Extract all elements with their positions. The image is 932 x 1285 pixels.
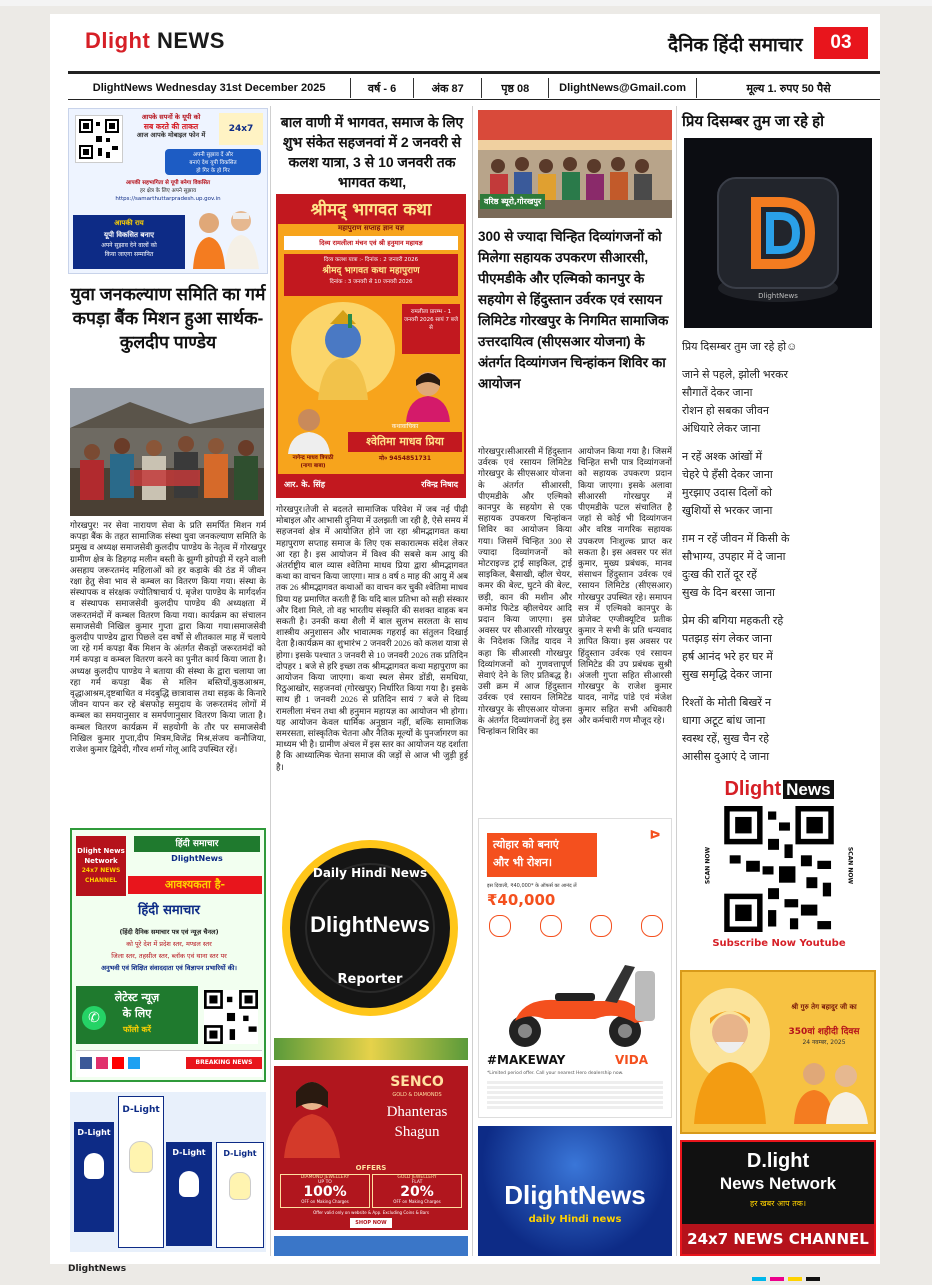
offer-sub: OFF on Making Charges (301, 1199, 349, 1204)
poster-date-panel (284, 254, 458, 296)
vida-line: त्योहार को बनाएं (493, 838, 559, 851)
vida-brand: VIDA (615, 1053, 648, 1067)
poster-line: (नागा बाबा) (300, 463, 326, 469)
info-date: DlightNews Wednesday 31st December 2025 (68, 78, 351, 98)
poster-phone: मो० 9454851731 (378, 455, 432, 462)
ad-right-bubble (165, 149, 261, 175)
senco-fine: Offer valid only on website & App. Excluding Coins & Bars (313, 1210, 429, 1215)
qr-code-icon (724, 806, 834, 932)
ad-line: के लिए (122, 1007, 152, 1020)
ad-line: को पूरे देश में प्रदेश स्तर, मण्डल स्तर (126, 940, 212, 948)
vida-offer-sub: इस दिवाली, ₹40,000* के ऑफर्स का आनंद लें (487, 883, 577, 889)
senco-title: Dhanteras (386, 1104, 448, 1120)
guru-title: श्री गुरु तेग बहादुर जी का (791, 1003, 857, 1011)
qr-code-icon (204, 990, 258, 1044)
vida-dealers-list (487, 1081, 663, 1111)
ad-line: अनुभवी एवं शिक्षित संवाददाता एवं विज्ञापन प्रभारियों की। (101, 964, 237, 972)
ad-line: हिंदी समाचार (138, 903, 200, 918)
headline-mid2: 300 से ज्यादा चिन्हित दिव्यांगजनों को मिलेगा सहायक उपकरण सीआरसी, पीएमडीके और एल्मिको कानपुर के सहयोग से हिंदुस्तान उर्वरक एवं रसायन लिमिटेड गोरखपुर के निगमित सामाजिक उत्तरदायित्व (सीएसआर योजना) के अंतर्गत दिव्यांगजन चिन्हांकन शिविर का आयोजन (478, 229, 669, 391)
bulb-icon (229, 1172, 251, 1200)
ad-url[interactable]: https://samarthuttarpradesh.up.gov.in (115, 196, 221, 202)
poster-line: कथावाचिका (391, 423, 419, 430)
column-separator (270, 106, 271, 1256)
bulb-brand: D-Light (77, 1128, 111, 1137)
poem-gap (682, 684, 878, 694)
ad-line: यूपी विकसित बनाए (104, 231, 154, 239)
poster-subtitle: महापुराण सप्ताह ज्ञान यज्ञ (338, 224, 404, 232)
scooter-illustration (485, 951, 667, 1051)
ad-badge: 24x7 (228, 124, 254, 134)
feature-icon (641, 915, 663, 937)
bulb-box (74, 1122, 114, 1232)
poster-line: दिनांक : 3 जनवरी से 10 जनवरी 2026 (329, 279, 413, 285)
subscribe-youtube-link[interactable]: Subscribe Now Youtube (712, 938, 846, 949)
breaking-news-tag: BREAKING NEWS (186, 1057, 262, 1069)
logo-label: DlightNews (758, 292, 798, 300)
ad-hiring-dlight[interactable] (70, 828, 266, 1082)
leaders-photo (191, 205, 261, 269)
poem-line: धागा अटूट बांध जाना (682, 715, 766, 727)
vida-feature-icons (489, 915, 663, 937)
leaders-photo (790, 1054, 870, 1124)
poem-line: हर्ष आनंद भरे हर घर में (682, 651, 773, 663)
ad-samarth-up[interactable] (68, 108, 268, 274)
ad-line: आज आपके मोबाइल फोन में (136, 131, 206, 139)
offer-sub: OFF on Making Charges (393, 1199, 441, 1204)
column-separator (472, 106, 473, 1256)
poem-gap (682, 356, 878, 366)
guru-sub: 350वां शहीदी दिवस (788, 1027, 860, 1037)
ad-line: अपनी सुझाव दें और (192, 152, 234, 158)
ad-line: हो गिर के हो गिर (196, 168, 230, 174)
info-email[interactable]: DlightNews@Gmail.com (549, 78, 697, 98)
bulb-box (166, 1142, 212, 1246)
ad-dlight-blue[interactable] (478, 1126, 672, 1256)
masthead-title: दैनिक हिंदी समाचार (668, 35, 803, 56)
photo-caption: वरिष्ठ ब्यूरो,गोरखपुर (480, 194, 545, 209)
info-bottom-rule (68, 99, 880, 100)
poem-line: सौभाग्य, उपहार में दे जाना (682, 551, 786, 563)
poster-line: दिव्य कलश यात्रा :- दिनांक : 2 जनवरी 2026 (323, 257, 419, 263)
ad-line: आपके सपनों के यूपी को (141, 113, 201, 121)
bulb-brand: D-Light (223, 1149, 257, 1158)
vachika-photo (398, 366, 458, 422)
scan-now-side: SCAN NOW (846, 846, 854, 885)
info-ank: अंक 87 (414, 78, 483, 98)
krishna-illustration (288, 300, 398, 400)
poem-line: प्रेम की बगिया महकती रहे (682, 615, 784, 627)
vida-logo-icon: ᐅ (649, 828, 661, 842)
network-line2: News Network (719, 1174, 837, 1193)
bulb-icon (179, 1171, 199, 1197)
feature-icon (590, 915, 612, 937)
twitter-icon[interactable] (128, 1057, 140, 1069)
ad-line: आपकी सहभागिता से यूपी बनेगा विकसित (125, 180, 211, 186)
poster-footer (278, 474, 464, 496)
poster-line: नागेन्द्र माधव त्रिपाठी (292, 455, 334, 461)
photo-blanket-distribution (70, 388, 264, 516)
instagram-icon[interactable] (96, 1057, 108, 1069)
facebook-icon[interactable] (80, 1057, 92, 1069)
vida-hashtag: #MAKEWAY (487, 1053, 566, 1067)
ad-line: Dlight News Network (77, 847, 125, 865)
senco-sub: GOLD & DIAMONDS (392, 1092, 442, 1098)
poem-line: स्वस्थ रहें, सुख चैन रहे (682, 733, 769, 745)
headline-right: प्रिय दिसम्बर तुम जा रहे हो (682, 113, 825, 130)
feature-icon (489, 915, 511, 937)
bulb-icon (84, 1153, 104, 1179)
poem-line: चेहरे पे हँसी देकर जाना (682, 469, 773, 481)
ad-dlight-network[interactable] (680, 1140, 876, 1256)
info-bar (68, 78, 880, 98)
info-price: मूल्य 1. रुपए 50 पैसे (746, 82, 831, 95)
qr-code-icon (75, 115, 123, 163)
poster-line: आर. के. सिंह (284, 480, 325, 489)
offer-label: DIAMOND JEWELLERY (300, 1175, 350, 1180)
youtube-icon[interactable] (112, 1057, 124, 1069)
poster-strip: दिव्य रामलीला मंचन एवं श्री हनुमान महायज्ञ (284, 236, 458, 250)
feature-icon (540, 915, 562, 937)
bulb-box (216, 1142, 264, 1248)
ad-line: 24x7 NEWS CHANNEL (81, 867, 121, 884)
poster-line: रविन्द्र निषाद (421, 480, 458, 489)
poem-line: आसीस दुआएं दे जाना (682, 751, 770, 763)
poem-line: रिश्तों के मोती बिखरें न (682, 697, 772, 709)
ad-line: DlightNews (171, 854, 223, 863)
poem-line: रोशन हो सबका जीवन (682, 405, 770, 417)
dlight-blue-brand: DlightNews (504, 1180, 646, 1210)
ad-line: हिंदी समाचार (134, 836, 260, 852)
body-mid2-col2: आयोजन किया गया है। जिसमें चिन्हित सभी पात्र दिव्यांगजनों को सहायक उपकरण प्रदान किया जाएगा। इसके अलावा सीआरसी गोरखपुर में पीएमडीके पटल संचालित है जहां से कोई भी दिव्यांगजन और वरिष्ठ नागरिक सहायक उपकरण निःशुल्क प्राप्त कर सकता है। इस अवसर पर संत कुमार, मुख्य प्रबंधक, मानव संसाधन हिंदुस्तान उर्वरक एवं रसायन लिमिटेड (सीएसआर) गोरखपुर उपस्थित रहे। समापन सत्र में एल्मिको कानपुर के प्रोजेक्ट एग्जीक्यूटिव प्रतीक कुमार ने सभी के प्रति धन्यवाद ज्ञापित किया। इस अवसर पर हिंदुस्तान उर्वरक एवं रसायन लिमिटेड की उप प्रबंधक सुश्री अंजली गुप्ता सहित सीआरसी गोरखपुर के राजेश कुमार यादव, नागेंद्र पांडे एवं मंजेश कुमार सहित सभी अधिकारी और कर्मचारी गण मौजूद रहे। (578, 446, 672, 725)
dlight-3d-logo[interactable] (684, 138, 872, 328)
vida-line: और भी रोशन। (493, 856, 553, 869)
ad-line: जिला स्तर, तहसील स्तर, ब्लॉक एवं थाना स्तर पर (111, 952, 227, 960)
poem-line: पतझड़ संग लेकर जाना (682, 633, 772, 645)
ad-badge-box (219, 113, 263, 145)
ad-line: अपने सुझाव देने वालों को (101, 242, 157, 249)
network-line3: हर खबर आप तक। (750, 1199, 806, 1208)
ad-line: फॉलो करें (123, 1025, 151, 1034)
poem-line: जाने से पहले, झोली भरकर (682, 369, 789, 381)
offer-label: GOLD JEWELLERY (397, 1175, 437, 1180)
dlight-round-logo[interactable] (280, 838, 460, 1018)
poem-line: न रहें अश्क आंखों में (682, 451, 763, 463)
column-separator (676, 106, 677, 1256)
scan-now-side: SCAN NOW (704, 846, 712, 885)
senco-offer-right (372, 1174, 462, 1208)
logo-brand: DlightNews (310, 912, 430, 937)
offer-upto: UP TO (318, 1180, 332, 1185)
body-left: गोरखपुर! नर सेवा नारायण सेवा के प्रति समर्पित मिशन गर्म कपड़ा बैंक के तहत सामाजिक संस्था युवा जनकल्याण समिति के प्रमुख व अध्यक्ष समाजसेवी कुलदीप पाण्डेय के नेतृत्व में गोरखपुर ग्रामीण क्षेत्र के डिहगढ़ मलीन बस्ती के झुग्गी झोपड़ी में रहने वाली असहाय जरूरतमंद महिलाओं को हर कड़ाके की ठंड में जीवन रक्षा हेतु सेवा भाव से कम्बल का वितरण किया गया। संस्था के संस्थापक व संरक्षक ज्योतिषाचार्य पं. बृजेश पाण्डेय के मार्गदर्शन व संस्थापक समाजसेवी कुलदीप पाण्डेय की अध्यक्षता में जरूरतमंदों में कम्बल वितरण किया गया। कार्यक्रम का संचालन समाजसेवी निखिल कुमार गुप्ता द्वारा किया गया।समाजसेवी कुलदीप पाण्डेय द्वारा पिछले दस वर्षों से शीतकाल माह में चलाये जा रहे गर्म कपड़ा बैंक मिशन के अंतर्गत सैकड़ों जरूरतमंदों को गर्म कपड़ा व कम्बल वितरण करने का पुनीत कार्य किया जाता है। अध्यक्ष कुलदीप पाण्डेय ने बताया की संस्था के द्वारा चलाया जा रहा गर्म कपड़ा बैंक से मलिन बस्तियों,कुष्ठआश्रम, वृद्धाआश्रम,दृष्टबाधित व मंदबुद्धि छात्रावास तथा सड़क के किनारे जीवन यापन कर रहे बंसफोड़ समुदाय के जरूरतमंद लोगों में कम्बल का समयानुसार व समर्पणानुसार वितरण किया जाता है। कम्बल वितरण कार्यक्रम में सहयोगी के तौर पर समाजसेवी निखिल कुमार गुप्ता,दीप मित्रम,विजेंद्र मिश्र,संजय कनौजिया, राजेश कुमार द्विवेदी, गौरव शर्मा गोलू आदि उपस्थित रहें। (70, 520, 266, 755)
guru-date: 24 नवम्बर, 2025 (802, 1039, 846, 1046)
headline-left: युवा जनकल्याण समिति का गर्म कपड़ा बैंक मिशन हुआ सार्थक- कुलदीप पाण्डेय (70, 284, 266, 352)
top-strip (0, 0, 932, 6)
poem-line: प्रिय दिसम्बर तुम जा रहे हो☺ (682, 341, 798, 353)
vida-offer: ₹40,000 (487, 891, 556, 909)
qr-subscribe[interactable] (704, 776, 854, 952)
cmyk-marks (748, 1266, 820, 1285)
model-photo (280, 1074, 344, 1158)
senco-offers: OFFERS (355, 1164, 387, 1172)
poem-line: दुःख की रातें दूर रहें (682, 569, 757, 581)
small-banner-strip (274, 1236, 468, 1256)
vida-headline-box (487, 833, 597, 877)
poem (682, 338, 878, 766)
poem-gap (682, 602, 878, 612)
bulb-brand: D-Light (172, 1148, 206, 1157)
ad-line: लेटेस्ट न्यूज़ (114, 991, 160, 1004)
ad-guru-tegh-bahadur[interactable] (680, 970, 876, 1134)
logo-red-part: Dlight (85, 28, 151, 53)
logo-top-text: Daily Hindi News (312, 866, 428, 880)
bulb-box (118, 1096, 164, 1248)
ad-line: बनाएं देश यूपी विकसित (189, 160, 237, 166)
poster-ramlila: रामलीला प्रारम्भ - 1 जनवरी 2026 सायं 7 बजे से (402, 304, 460, 354)
dlight-badge (76, 836, 126, 896)
qr-brand-dark: News (783, 780, 833, 799)
senco-brand: SENCO (390, 1074, 444, 1090)
network-line4: 24x7 NEWS CHANNEL (682, 1224, 874, 1254)
whatsapp-icon[interactable]: ✆ (82, 1006, 106, 1030)
offer-flat: FLAT (411, 1180, 423, 1185)
shop-now-button[interactable]: SHOP NOW (350, 1218, 392, 1228)
poem-gap (682, 438, 878, 448)
logo-bottom-text: Reporter (337, 972, 403, 987)
naga-baba-photo (284, 404, 334, 454)
ad-line: हर क्षेत्र के लिए अपने सुझाव (139, 188, 197, 194)
logo-dark-part: NEWS (150, 28, 225, 53)
bulb-brand: D-Light (122, 1105, 160, 1115)
poem-line: ग़म न रहें जीवन में किसी के (682, 533, 790, 545)
ad-vida-scooter[interactable] (478, 818, 672, 1118)
social-icons-row (76, 1050, 262, 1077)
headline-mid1: बाल वाणी में भागवत, समाज के लिए शुभ संकेत सहजनवां में 2 जनवरी से कलश यात्रा, 3 से 10 जनवरी तक भागवत कथा, (280, 114, 464, 190)
poem-gap (682, 520, 878, 530)
poem-line: सौगातें देकर जाना (682, 387, 753, 399)
ad-cta-panel (73, 215, 185, 269)
qr-brand-red: Dlight (724, 778, 782, 800)
senco-subtitle: Shagun (394, 1124, 440, 1140)
guru-illustration (688, 984, 772, 1124)
offer-value: 100% (303, 1184, 347, 1200)
offer-value: 20% (400, 1184, 434, 1200)
poem-line: सुख के दिन बरसा जाना (682, 587, 775, 599)
info-varsh: वर्ष - 6 (351, 78, 414, 98)
body-mid2-col1: गोरखपुर।सीआरसी में हिंदुस्तान उर्वरक एवं रसायन लिमिटेड गोरखपुर के सीएसआर योजना के अंतर्गत सीआरसी, पीएमडीके और एल्मिको कानपुर के सहयोग से एक सहायक उपकरण चिन्हांकन शिविर का आयोजन किया गया। जिसमें चिन्हित 300 से ज्यादा दिव्यांगजनों को मोटराइज्ड ट्राई साइकिल, ट्राई साइकिल, बैसाखी, व्हील चेयर, कमर की बेल्ट, घुटने की बेल्ट, छड़ी, कान की मशीन और कमोड फिटेड व्हीलचेयर आदि प्रदान किया जाएगा। इस अवसर पर सीआरसी गोरखपुर के निदेशक जितेंद्र यादव ने कहा कि सीआरसी गोरखपुर दिव्यांगजनों को गुणवत्तापूर्ण सेवाएं देने के लिए प्रतिबद्ध है। उसी क्रम में आज हिंदुस्तान उर्वरक एवं रसायन लिमिटेड गोरखपुर के सीएसआर योजना के अंतर्गत दिव्यांगजनों हेतु इस चिन्हांकन शिविर का (478, 446, 572, 737)
network-line1: D.light (746, 1150, 810, 1172)
body-mid1: गोरखपुर।तेजी से बदलते सामाजिक परिवेश में जब नई पीढ़ी मोबाइल और आभासी दुनिया में उलझती जा रही है, ऐसे समय में सहजनवां क्षेत्र में आयोजित होने जा रहा श्रीमद्भागवत कथा महापुराण सप्ताह समाज के लिए एक सकारात्मक संदेश लेकर आ रहा है। इस आयोजन में विश्व की सबसे कम आयु की अंतर्राष्ट्रीय बाल व्यास श्वेतिमा माधव प्रिया द्वारा श्रीमद्भागवत कथा का वाचन किया जाएगा। मात्र 8 वर्ष 8 माह की आयु में अब तक 26 श्रीमद्भागवत कथाओं का वाचन कर चुकी श्वेतिमा माधव प्रिया यह प्रमाणित करती हैं कि यदि बाल प्रतिभा को सही संस्कार और दिशा मिले, तो वह भारतीय संस्कृति की सशक्त वाहक बन सकती है। उनकी कथा शैली में बाल सुलभ सरलता के साथ शास्त्रीय अनुशासन और भावात्मक गहराई का संतुलन दिखाई देता है।कार्यक्रम का शुभारंभ 2 जनवरी 2026 को कलश यात्रा से होगा। इसके पश्चात 3 जनवरी से 10 जनवरी 2026 तक प्रतिदिन दोपहर 1 बजे से हरि इच्छा तक श्रीमद्भागवत कथा महापुराण का आयोजन किया जाएगा। कथा स्थल सेमर डोंडी, समधिया, रिठुआखोर, सहजनवां (गोरखपुर) निर्धारित किया गया है। इसके साथ ही 1 जनवरी 2026 से प्रतिदिन सायं 7 बजे से दिव्य रामलीला मंचन तथा श्री हनुमान महायज्ञ का आयोजन भी होगा।यह आयोजन केवल धार्मिक अनुष्ठान नहीं, बल्कि सामाजिक समरसता, सांस्कृतिक चेतना और नैतिक मूल्यों के पुनर्जागरण का माध्यम भी है। ग्रामीण अंचल में इस स्तर का आयोजन यह दर्शाता है कि आध्यात्मिक चेतना समाज की जड़ों से आज भी जुड़ी हुई है। (276, 504, 468, 772)
masthead-logo[interactable] (85, 28, 225, 54)
ad-line: आवश्यकता है- (128, 876, 262, 894)
poster-bhagwat-katha[interactable] (276, 194, 466, 498)
ad-line: सब करते की ताकत (143, 122, 199, 131)
page-number: 03 (814, 27, 868, 59)
poster-line: श्रीमद् भागवत कथा महापुराण (322, 266, 420, 276)
bulb-icon (129, 1141, 153, 1173)
poster-name: श्वेतिमा माधव प्रिया (348, 432, 462, 452)
dlight-blue-tag: daily Hindi news (528, 1214, 622, 1225)
small-banner-strip (274, 1038, 468, 1060)
footer-label: DlightNews (68, 1264, 127, 1274)
ad-line: (हिंदी दैनिक समाचार पत्र एवं न्यूज़ चैनल) (119, 928, 219, 936)
poem-line: अंधियारे लेकर जाना (682, 423, 761, 435)
senco-offer-left (280, 1174, 370, 1208)
poster-title: श्रीमद् भागवत कथा (278, 196, 464, 224)
photo-crc-camp (478, 110, 672, 218)
ad-senco-dhanteras[interactable] (274, 1066, 468, 1230)
ad-line: किया जाएगा सम्मानित (104, 251, 154, 258)
ad-line: आपकी राय (114, 219, 144, 227)
ad-dlight-bulbs[interactable] (70, 1092, 266, 1252)
info-prishth: पृष्ठ 08 (482, 78, 549, 98)
poem-line: सुख समृद्धि देकर जाना (682, 669, 773, 681)
top-rule (68, 71, 880, 74)
vida-fine: *Limited period offer. Call your nearest Hero dealership now. (487, 1071, 624, 1076)
poem-line: मुरझाए उदास दिलों को (682, 487, 772, 499)
poem-line: खुशियों से भरकर जाना (682, 505, 773, 517)
